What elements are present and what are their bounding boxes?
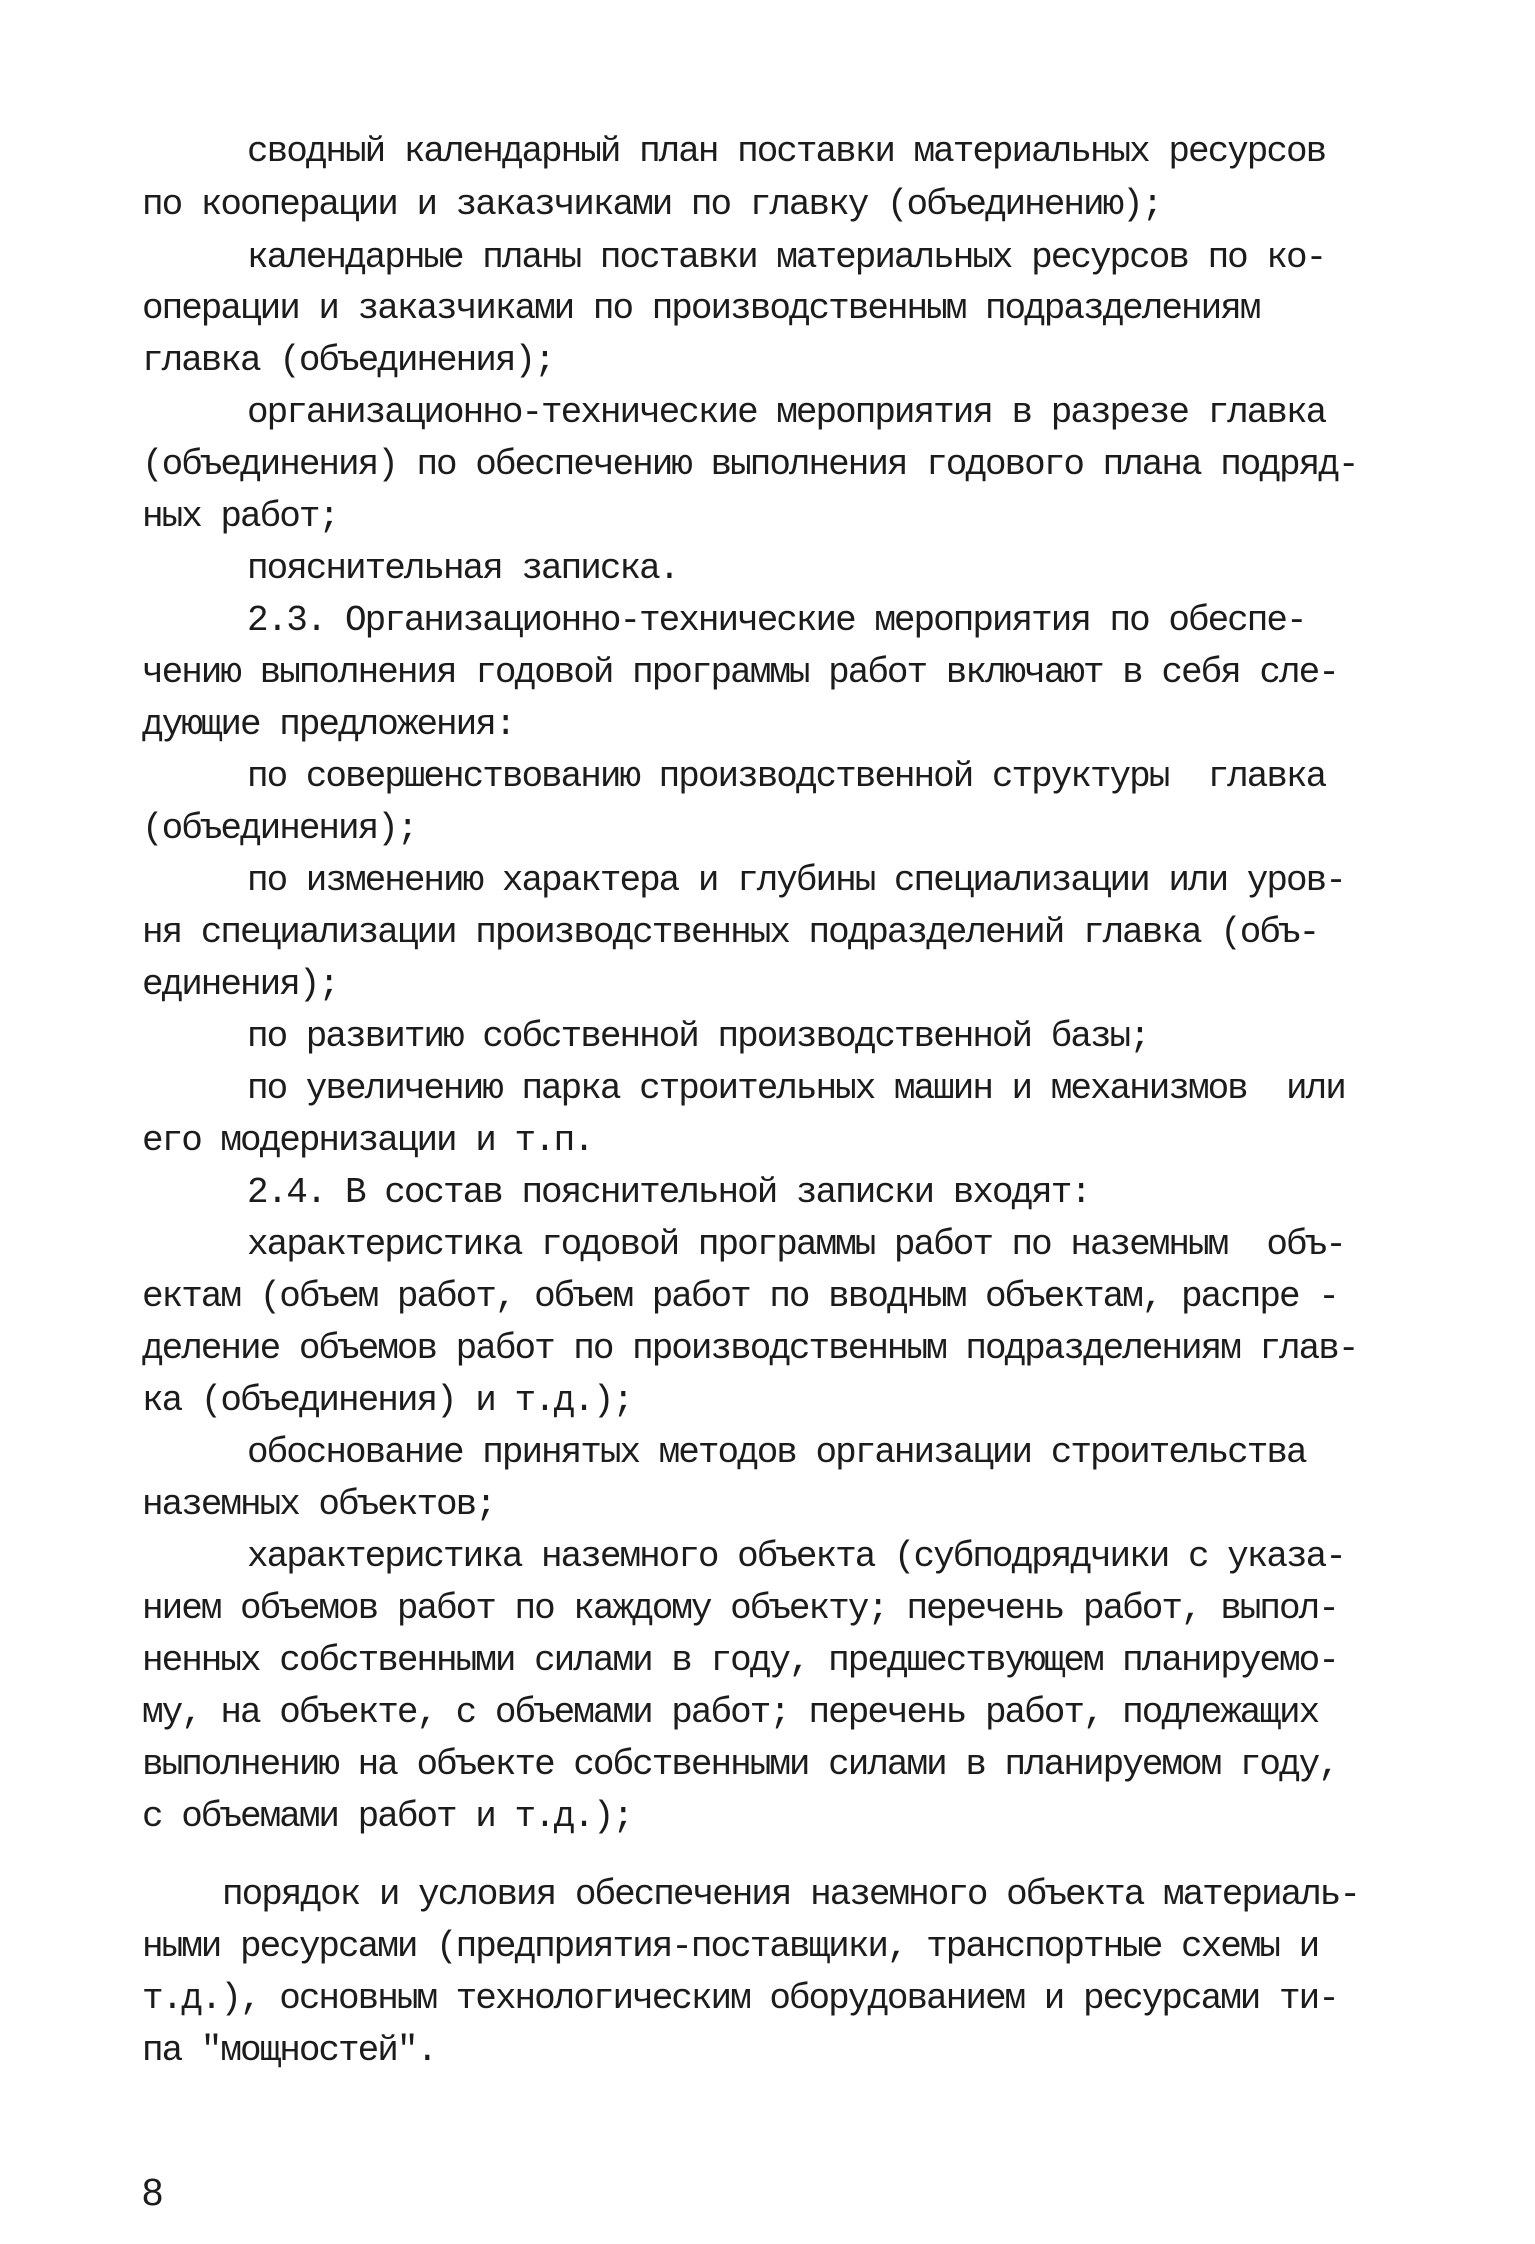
text-line: нием объемов работ по каждому объекту; перечень работ, выпол- xyxy=(142,1588,1338,1629)
text-line: календарные планы поставки материальных ресурсов по ко- xyxy=(247,237,1326,278)
text-line: му, на объекте, с объемами работ; перечень работ, подлежащих xyxy=(142,1692,1319,1733)
text-line: ектам (объем работ, объем работ по вводным объектам, распре - xyxy=(142,1276,1338,1317)
text-line: ненных собственными силами в году, предшествующем планируемо- xyxy=(142,1640,1338,1681)
text-line: пояснительная записка. xyxy=(247,548,679,589)
page-number: 8 xyxy=(142,2172,164,2214)
text-line: ных работ; xyxy=(142,496,339,537)
section-2-4-heading: 2.4. В состав пояснительной записки входят: xyxy=(247,1172,1090,1213)
text-line: его модернизации и т.п. xyxy=(142,1120,593,1161)
text-line: обоснование принятых методов организации строительства xyxy=(247,1432,1306,1473)
text-line: наземных объектов; xyxy=(142,1484,495,1525)
text-line: по кооперации и заказчиками по главку (объединению); xyxy=(142,184,1162,225)
text-line: па "мощностей". xyxy=(142,2030,437,2071)
text-line: ка (объединения) и т.д.); xyxy=(142,1380,633,1421)
text-line: ными ресурсами (предприятия-поставщики, транспортные схемы и xyxy=(142,1926,1319,1967)
text-line: по увеличению парка строительных машин и механизмов или xyxy=(247,1068,1345,1109)
text-line: организационно-технические мероприятия в разрезе главка xyxy=(247,392,1326,433)
text-line: порядок и условия обеспечения наземного объекта материаль- xyxy=(222,1874,1360,1915)
text-line: т.д.), основным технологическим оборудованием и ресурсами ти- xyxy=(142,1978,1338,2019)
text-line: ня специализации производственных подразделений главка (объ- xyxy=(142,912,1319,953)
text-line: главка (объединения); xyxy=(142,340,554,381)
text-line: по изменению характера и глубины специализации или уров- xyxy=(247,860,1345,901)
text-line: характеристика годовой программы работ по наземным объ- xyxy=(247,1224,1345,1265)
text-line: характеристика наземного объекта (субподрядчики с указа- xyxy=(247,1536,1345,1577)
text-line: сводный календарный план поставки материальных ресурсов xyxy=(247,131,1326,172)
text-line: чению выполнения годовой программы работ включают в себя сле- xyxy=(142,652,1338,693)
text-line: (объединения); xyxy=(142,808,417,849)
text-line: операции и заказчиками по производственным подразделениям xyxy=(142,288,1260,329)
text-line: по совершенствованию производственной структуры главка xyxy=(247,756,1326,797)
text-line: деление объемов работ по производственным подразделениям глав- xyxy=(142,1328,1358,1369)
text-line: с объемами работ и т.д.); xyxy=(142,1796,633,1837)
text-line: выполнению на объекте собственными силами в планируемом году, xyxy=(142,1744,1338,1785)
section-2-3-heading: 2.3. Организационно-технические мероприятия по обеспе- xyxy=(247,600,1306,641)
text-line: по развитию собственной производственной базы; xyxy=(247,1016,1149,1057)
text-line: (объединения) по обеспечению выполнения годового плана подряд- xyxy=(142,444,1358,485)
text-line: единения); xyxy=(142,964,339,1005)
text-line: дующие предложения: xyxy=(142,704,515,745)
